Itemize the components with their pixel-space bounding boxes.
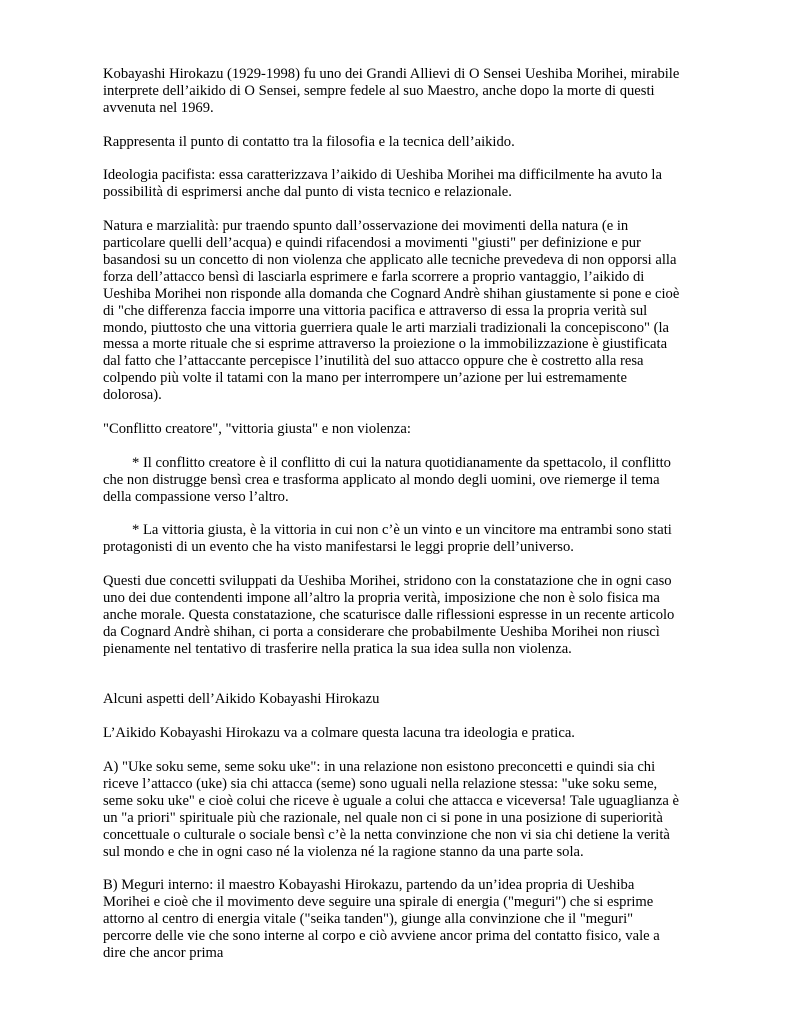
- paragraph-fills-gap: L’Aikido Kobayashi Hirokazu va a colmare questa lacuna tra ideologia e pratica.: [103, 725, 575, 742]
- bullet-just-victory: * La vittoria giusta, è la vittoria in cui non c’è un vinto e un vincitore ma entrambi sono stati protagonisti di un evento che ha visto manifestarsi le leggi proprie dell’universo.: [103, 522, 672, 556]
- paragraph-nature-martiality: Natura e marzialità: pur traendo spunto dall’osservazione dei movimenti della natura (e in particolare quelli dell’acqua) e quindi rifacendosi a movimenti "giusti" per definizione e pur basandosi su un concetto di non violenza che applicato alle tecniche prevedeva di non opporsi alla forza dell’attacco bensì di lasciarla esprimere e farla scorrere a proprio vantaggio, l’aikido di Ueshiba Morihei non risponde alla domanda che Cognard Andrè shihan giustamente si pone e cioè di "che differenza faccia imporre una vittoria pacifica e attraverso di essa la propria verità sul mondo, piuttosto che una vittoria guerriera quale le arti marziali tradizionali la concepiscono" (la messa a morte rituale che si esprime attraverso la proiezione o la immobilizzazione è giustificata dal fatto che l’attaccante percepisce l’inutilità del suo attacco oppure che è costretto alla resa colpendo più volte il tatami con la mano per interrompere un’azione per lui estremamente dolorosa).: [103, 218, 680, 404]
- document-page: [103, 66, 683, 979]
- paragraph-two-concepts: Questi due concetti sviluppati da Ueshiba Morihei, stridono con la constatazione che in ogni caso uno dei due contendenti impone all’altro la propria verità, imposizione che non è solo fisica ma anche morale. Questa constatazione, che scaturisce dalle riflessioni espresse in un recente articolo da Cognard Andrè shihan, ci porta a considerare che probabilmente Ueshiba Morihei non riuscì pienamente nel tentativo di trasferire nella pratica la sua idea sulla non violenza.: [103, 573, 675, 657]
- paragraph-creative-conflict-title: "Conflitto creatore", "vittoria giusta" e non violenza:: [103, 420, 411, 437]
- paragraph-uke-soku-seme: A) "Uke soku seme, seme soku uke": in una relazione non esistono preconcetti e quindi sia chi riceve l’attacco (uke) sia chi attacca (seme) sono uguali nella relazione stessa: "uke soku seme, seme soku uke" e cioè colui che riceve è uguale a colui che attacca e viceversa! Tale uguaglianza è un "a priori" spirituale più che razionale, nel quale non ci si pone in una posizione di superiorità concettuale o culturale o sociale bensì c’è la netta convinzione che non vi sia chi detiene la verità sul mondo e che in ogni caso né la violenza né la ragione stanno da una parte sola.: [103, 759, 679, 860]
- paragraph-pacifist-ideology: Ideologia pacifista: essa caratterizzava l’aikido di Ueshiba Morihei ma difficilmente ha avuto la possibilità di esprimersi anche dal punto di vista tecnico e relazionale.: [103, 167, 662, 201]
- paragraph-intro: Kobayashi Hirokazu (1929-1998) fu uno dei Grandi Allievi di O Sensei Ueshiba Morihei, mirabile interprete dell’aikido di O Sensei, sempre fedele al suo Maestro, anche dopo la morte di questi avvenuta nel 1969.: [103, 66, 680, 116]
- section-heading: Alcuni aspetti dell’Aikido Kobayashi Hirokazu: [103, 691, 380, 708]
- paragraph-meguri-interno: B) Meguri interno: il maestro Kobayashi Hirokazu, partendo da un’idea propria di Ueshiba Morihei e cioè che il movimento deve seguire una spirale di energia ("meguri") che si esprime attorno al centro di energia vitale ("seika tanden"), giunge alla convinzione che il "meguri" percorre delle vie che sono interne al corpo e ciò avviene ancor prima del contatto fisico, vale a dire che ancor prima: [103, 877, 660, 961]
- paragraph-contact-point: Rappresenta il punto di contatto tra la filosofia e la tecnica dell’aikido.: [103, 133, 515, 150]
- bullet-creative-conflict: * Il conflitto creatore è il conflitto di cui la natura quotidianamente da spettacolo, il conflitto che non distrugge bensì crea e trasforma applicato al mondo degli uomini, ove riemerge il tema della compassione verso l’altro.: [103, 454, 671, 505]
